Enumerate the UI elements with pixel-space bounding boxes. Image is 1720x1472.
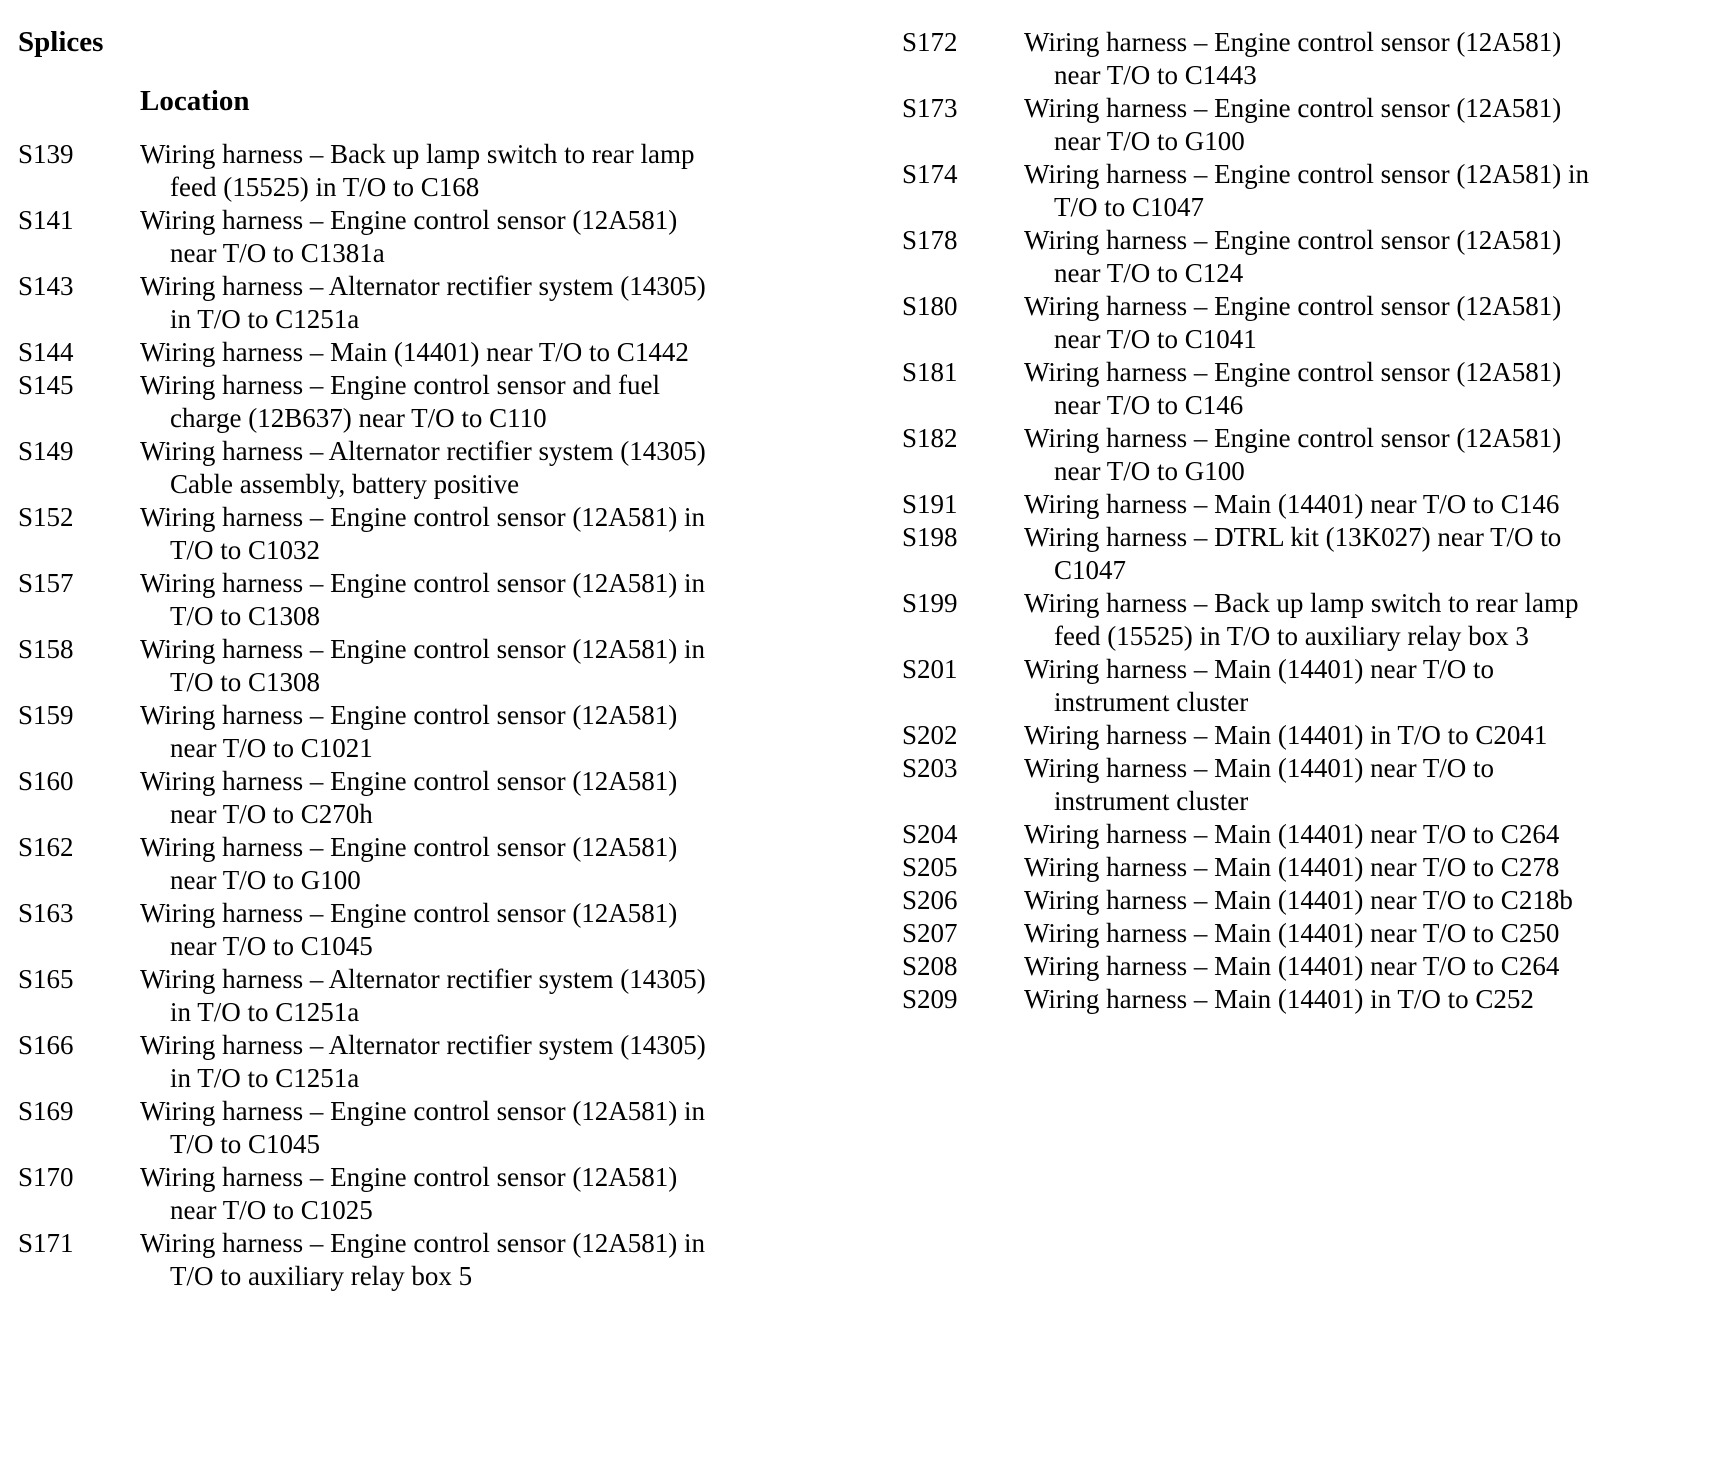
splice-code: S202: [902, 720, 958, 750]
splice-location: Wiring harness – Engine control sensor (12A581) near T/O to G100: [1024, 423, 1562, 486]
splice-entry: [18, 204, 862, 270]
splice-entry: [18, 1161, 862, 1227]
splice-location: Wiring harness – Main (14401) in T/O to C252: [1024, 984, 1534, 1014]
splice-code: S180: [902, 291, 958, 321]
splice-entry: [902, 653, 1720, 719]
splice-location: Wiring harness – Main (14401) near T/O to C264: [1024, 819, 1560, 849]
splice-entry: [18, 138, 862, 204]
splice-entry: [18, 435, 862, 501]
splice-entry: [18, 765, 862, 831]
splice-entry: [18, 1029, 862, 1095]
splice-code: S157: [18, 568, 74, 598]
splice-list-right: [902, 26, 1720, 1016]
splice-entry: [18, 1095, 862, 1161]
splice-location: Wiring harness – Engine control sensor (12A581) near T/O to C1025: [140, 1162, 678, 1225]
splice-entry: [902, 752, 1720, 818]
splice-code: S204: [902, 819, 958, 849]
splice-location: Wiring harness – Main (14401) near T/O to C278: [1024, 852, 1560, 882]
splice-location: Wiring harness – Engine control sensor (12A581) near T/O to G100: [1024, 93, 1562, 156]
splice-code: S170: [18, 1162, 74, 1192]
splice-code: S205: [902, 852, 958, 882]
splice-location: Wiring harness – Engine control sensor (12A581) near T/O to G100: [140, 832, 678, 895]
splice-location: Wiring harness – Engine control sensor and fuel charge (12B637) near T/O to C110: [140, 370, 661, 433]
splice-code: S178: [902, 225, 958, 255]
splice-list-left: [18, 138, 862, 1293]
splice-location: Wiring harness – Back up lamp switch to rear lamp feed (15525) in T/O to C168: [140, 139, 695, 202]
splice-code: S141: [18, 205, 74, 235]
splice-entry: [18, 831, 862, 897]
splice-location: Wiring harness – Main (14401) near T/O to instrument cluster: [1024, 654, 1495, 717]
splice-location: Wiring harness – Main (14401) in T/O to C2041: [1024, 720, 1548, 750]
splice-location: Wiring harness – Engine control sensor (12A581) in T/O to C1308: [140, 634, 706, 697]
splice-entry: [902, 92, 1720, 158]
splice-location: Wiring harness – Main (14401) near T/O to C1442: [140, 337, 689, 367]
splice-entry: [902, 26, 1720, 92]
splice-entry: [902, 851, 1720, 884]
splice-location: Wiring harness – Engine control sensor (12A581) near T/O to C124: [1024, 225, 1562, 288]
splice-code: S152: [18, 502, 74, 532]
splice-code: S174: [902, 159, 958, 189]
splice-location: Wiring harness – Main (14401) near T/O to C146: [1024, 489, 1560, 519]
splice-code: S207: [902, 918, 958, 948]
splice-code: S198: [902, 522, 958, 552]
splice-code: S173: [902, 93, 958, 123]
splice-entry: [18, 501, 862, 567]
splice-entry: [18, 897, 862, 963]
splice-entry: [902, 488, 1720, 521]
splice-code: S206: [902, 885, 958, 915]
splice-location: Wiring harness – Alternator rectifier system (14305) in T/O to C1251a: [140, 964, 706, 1027]
splice-code: S139: [18, 139, 74, 169]
splice-code: S163: [18, 898, 74, 928]
splice-code: S181: [902, 357, 958, 387]
splice-code: S158: [18, 634, 74, 664]
splice-location: Wiring harness – Main (14401) near T/O to C218b: [1024, 885, 1573, 915]
splice-entry: [18, 963, 862, 1029]
splice-location: Wiring harness – Main (14401) near T/O to C250: [1024, 918, 1560, 948]
splice-location: Wiring harness – Engine control sensor (12A581) near T/O to C146: [1024, 357, 1562, 420]
splice-location: Wiring harness – Engine control sensor (12A581) in T/O to auxiliary relay box 5: [140, 1228, 706, 1291]
splice-code: S182: [902, 423, 958, 453]
splice-code: S199: [902, 588, 958, 618]
splice-entry: [902, 290, 1720, 356]
splice-location: Wiring harness – Main (14401) near T/O to instrument cluster: [1024, 753, 1495, 816]
splice-entry: [18, 633, 862, 699]
splice-code: S145: [18, 370, 74, 400]
splice-entry: [902, 158, 1720, 224]
splice-location: Wiring harness – Engine control sensor (12A581) near T/O to C1045: [140, 898, 678, 961]
splice-location: Wiring harness – Alternator rectifier system (14305) in T/O to C1251a: [140, 271, 706, 334]
splice-location: Wiring harness – Engine control sensor (12A581) in T/O to C1032: [140, 502, 706, 565]
splice-location: Wiring harness – Engine control sensor (12A581) near T/O to C1021: [140, 700, 678, 763]
splice-code: S165: [18, 964, 74, 994]
splice-location: Wiring harness – Engine control sensor (12A581) in T/O to C1308: [140, 568, 706, 631]
splice-entry: [902, 884, 1720, 917]
splice-entry: [18, 270, 862, 336]
splice-code: S169: [18, 1096, 74, 1126]
splice-entry: [902, 950, 1720, 983]
splice-entry: [18, 567, 862, 633]
splice-code: S172: [902, 27, 958, 57]
splice-entry: [18, 336, 862, 369]
splice-location: Wiring harness – Engine control sensor (12A581) near T/O to C270h: [140, 766, 678, 829]
splice-entry: [902, 917, 1720, 950]
splice-entry: [902, 719, 1720, 752]
splice-location: Wiring harness – Engine control sensor (12A581) near T/O to C1041: [1024, 291, 1562, 354]
splice-location: Wiring harness – Alternator rectifier system (14305) Cable assembly, battery positive: [140, 436, 706, 499]
splice-code: S159: [18, 700, 74, 730]
splice-code: S208: [902, 951, 958, 981]
location-column-header: Location: [140, 85, 250, 117]
splice-code: S209: [902, 984, 958, 1014]
splice-location: Wiring harness – Alternator rectifier system (14305) in T/O to C1251a: [140, 1030, 706, 1093]
splice-location: Wiring harness – Main (14401) near T/O to C264: [1024, 951, 1560, 981]
splice-location: Wiring harness – Engine control sensor (12A581) near T/O to C1381a: [140, 205, 678, 268]
splice-code: S143: [18, 271, 74, 301]
splice-code: S160: [18, 766, 74, 796]
splice-entry: [18, 699, 862, 765]
splice-code: S191: [902, 489, 958, 519]
splice-entry: [18, 1227, 862, 1293]
splice-entry: [902, 983, 1720, 1016]
splice-code: S162: [18, 832, 74, 862]
splice-code: S166: [18, 1030, 74, 1060]
splice-entry: [902, 422, 1720, 488]
splice-entry: [902, 521, 1720, 587]
splice-entry: [18, 369, 862, 435]
splice-code: S171: [18, 1228, 74, 1258]
splice-code: S203: [902, 753, 958, 783]
splice-location: Wiring harness – Engine control sensor (12A581) in T/O to C1045: [140, 1096, 706, 1159]
splice-code: S149: [18, 436, 74, 466]
splice-location: Wiring harness – Engine control sensor (12A581) near T/O to C1443: [1024, 27, 1562, 90]
page-title: Splices: [18, 26, 104, 58]
splice-entry: [902, 224, 1720, 290]
splice-location: Wiring harness – Back up lamp switch to rear lamp feed (15525) in T/O to auxiliary relay box 3: [1024, 588, 1579, 651]
right-column: [862, 26, 1720, 1293]
splice-location: Wiring harness – DTRL kit (13K027) near T/O to C1047: [1024, 522, 1562, 585]
splice-entry: [902, 587, 1720, 653]
splice-entry: [902, 818, 1720, 851]
left-column: [0, 26, 862, 1293]
splice-entry: [902, 356, 1720, 422]
splice-code: S201: [902, 654, 958, 684]
splice-location: Wiring harness – Engine control sensor (12A581) in T/O to C1047: [1024, 159, 1590, 222]
splice-code: S144: [18, 337, 74, 367]
